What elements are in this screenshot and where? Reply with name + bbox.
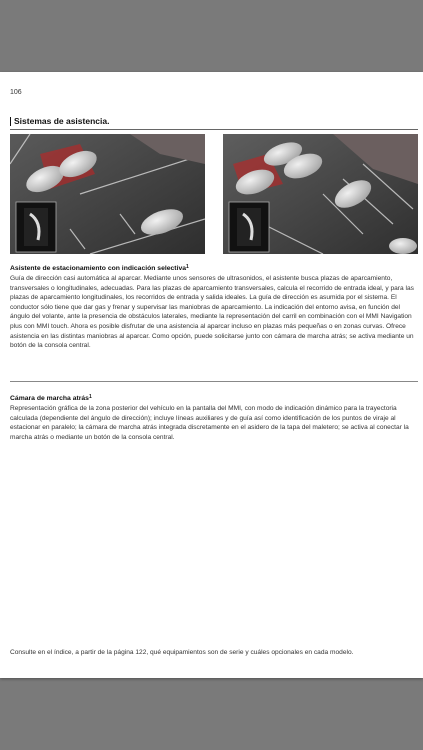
section-divider (10, 381, 418, 382)
footnote-mark: 1 (88, 394, 92, 400)
parking-illustration-transverse (10, 134, 205, 254)
page-number: 106 (10, 89, 22, 96)
rear-camera-body: Representación gráfica de la zona posterior del vehículo en la pantalla del MMI, con modo de indicación dinámico para la trayectoria calculada (dependiente del ángulo de dirección); incluye líneas auxiliares y de guía así como identificación de los puntos de viraje al estacionar en paralelo; la cámara de marcha atrás integrada discretamente en el asidero de la tapa del maletero; se activa al conectar la marcha atrás o mediante un botón de la consola central. (10, 405, 409, 441)
section-title: Sistemas de asistencia. (10, 117, 109, 126)
parking-assist-heading (10, 264, 189, 272)
footer-note: Consulte en el índice, a partir de la página 122, qué equipamientos son de serie y cuáles opcionales en cada modelo. (10, 649, 354, 656)
parking-assist-body: Guía de dirección casi automática al aparcar. Mediante unos sensores de ultrasonidos, el asistente busca plazas de aparcamiento, transversales o longitudinales, adecuadas. Para las plazas de aparcamiento transversales, calcula el recorrido de entrada ideal, y para las plazas de aparcamiento longitudinales, los recorridos de entrada y salida ideales. La guía de dirección es asumida por el sistema. El conductor sólo tiene que dar gas y frenar y supervisar las maniobras de aparcamiento. La indicación del entorno avisa, en función del ángulo del volante, ante la presencia de obstáculos laterales, mediante la representación del carril en combinación con el MMI Navigation plus con MMI touch. Ahora es posible disfrutar de una asistencia al aparcar incluso en plazas más pequeñas o en zonas curvas. Ofrece asistencia en las distintas maniobras al aparcar. Como opción, puede solicitarse junto con cámara de marcha atrás; se activa mediante un botón de la consola central. (10, 275, 414, 350)
parking-assist-heading-text: Asistente de estacionamiento con indicación selectiva (10, 265, 187, 272)
rear-camera-heading (10, 394, 92, 402)
rear-camera-heading-text: Cámara de marcha atrás (10, 395, 89, 402)
parking-illustration-lot (223, 134, 418, 254)
footnote-mark: 1 (186, 264, 189, 270)
document-page (0, 72, 423, 678)
title-divider (10, 129, 418, 130)
